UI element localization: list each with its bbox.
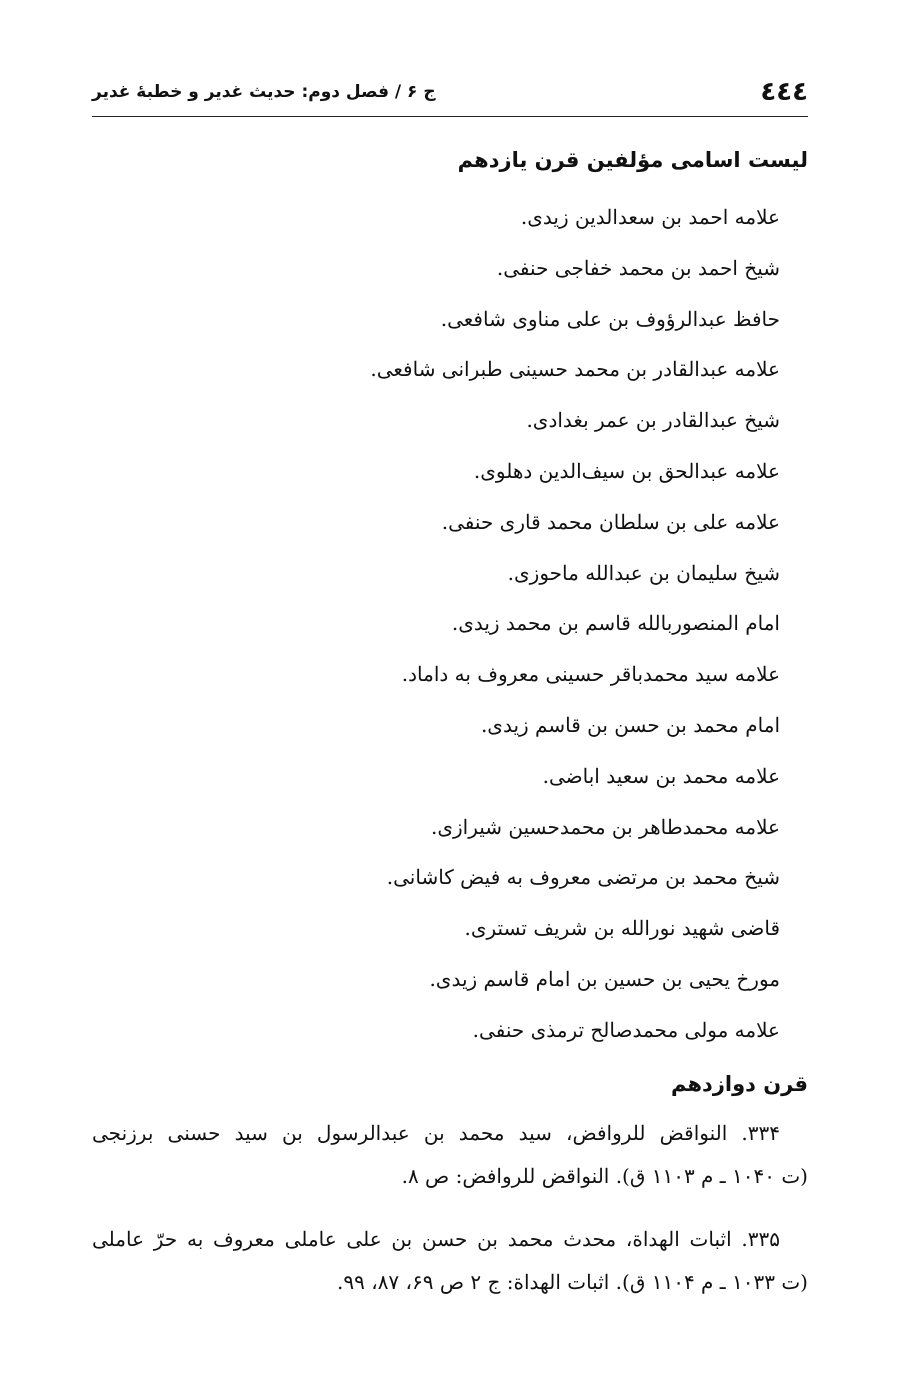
bibliography-entry-335: [92, 1218, 808, 1304]
list-item: علامه احمد بن سعدالدین زیدی.: [520, 205, 780, 229]
list-item: شیخ محمد بن مرتضی معروف به فیض کاشانی.: [386, 865, 780, 890]
list-item: امام المنصوربالله قاسم بن محمد زیدی.: [451, 611, 780, 636]
list-item: علامه مولی محمدصالح ترمذی حنفی.: [472, 1017, 780, 1042]
list-item: علامه محمدطاهر بن محمدحسین شیرازی.: [430, 814, 780, 839]
list-item: قاضی شهید نورالله بن شریف تستری.: [464, 916, 780, 941]
page-number: ٤٤٤: [760, 77, 808, 107]
list-item: امام محمد بن حسن بن قاسم زیدی.: [480, 712, 780, 737]
book-page: [92, 0, 808, 1390]
running-title: ج ۶ / فصل دوم: حدیث غدیر و خطبهٔ غدیر: [92, 82, 436, 102]
list-item: علامه عبدالحق بن سیف‌الدین دهلوی.: [473, 458, 780, 483]
header-rule: [92, 116, 808, 117]
section-heading-11th-century: لیست اسامی مؤلفین قرن یازدهم: [457, 148, 808, 172]
author-list: [370, 192, 780, 1056]
section-heading-12th-century: قرن دوازدهم: [671, 1072, 808, 1096]
list-item: مورخ یحیی بن حسین بن امام قاسم زیدی.: [429, 966, 780, 991]
bibliography-entry-334: [92, 1112, 808, 1198]
list-item: شیخ احمد بن محمد خفاجی حنفی.: [496, 255, 780, 280]
entry-line: ۳۳۵. اثبات الهداة، محدث محمد بن حسن بن علی عاملی معروف به حرّ عاملی: [92, 1227, 780, 1251]
running-head: [92, 74, 808, 110]
list-item: حافظ عبدالرؤوف بن علی مناوی شافعی.: [440, 306, 780, 331]
entry-line: (ت ۱۰۳۳ ـ م ۱۱۰۴ ق). اثبات الهداة: ج ۲ ص ۶۹، ۸۷، ۹۹.: [337, 1270, 808, 1294]
list-item: علامه عبدالقادر بن محمد حسینی طبرانی شافعی.: [370, 357, 780, 382]
list-item: شیخ عبدالقادر بن عمر بغدادی.: [526, 408, 780, 433]
entry-line: (ت ۱۰۴۰ ـ م ۱۱۰۳ ق). النواقض للروافض: ص ۸.: [401, 1164, 808, 1188]
list-item: علامه محمد بن سعید اباضی.: [542, 763, 780, 788]
list-item: علامه علی بن سلطان محمد قاری حنفی.: [441, 509, 780, 534]
list-item: شیخ سلیمان بن عبدالله ماحوزی.: [507, 560, 780, 585]
entry-line: ۳۳۴. النواقض للروافض، سید محمد بن عبدالرسول بن سید حسنی برزنجی: [92, 1121, 780, 1145]
list-item: علامه سید محمدباقر حسینی معروف به داماد.: [401, 662, 780, 687]
